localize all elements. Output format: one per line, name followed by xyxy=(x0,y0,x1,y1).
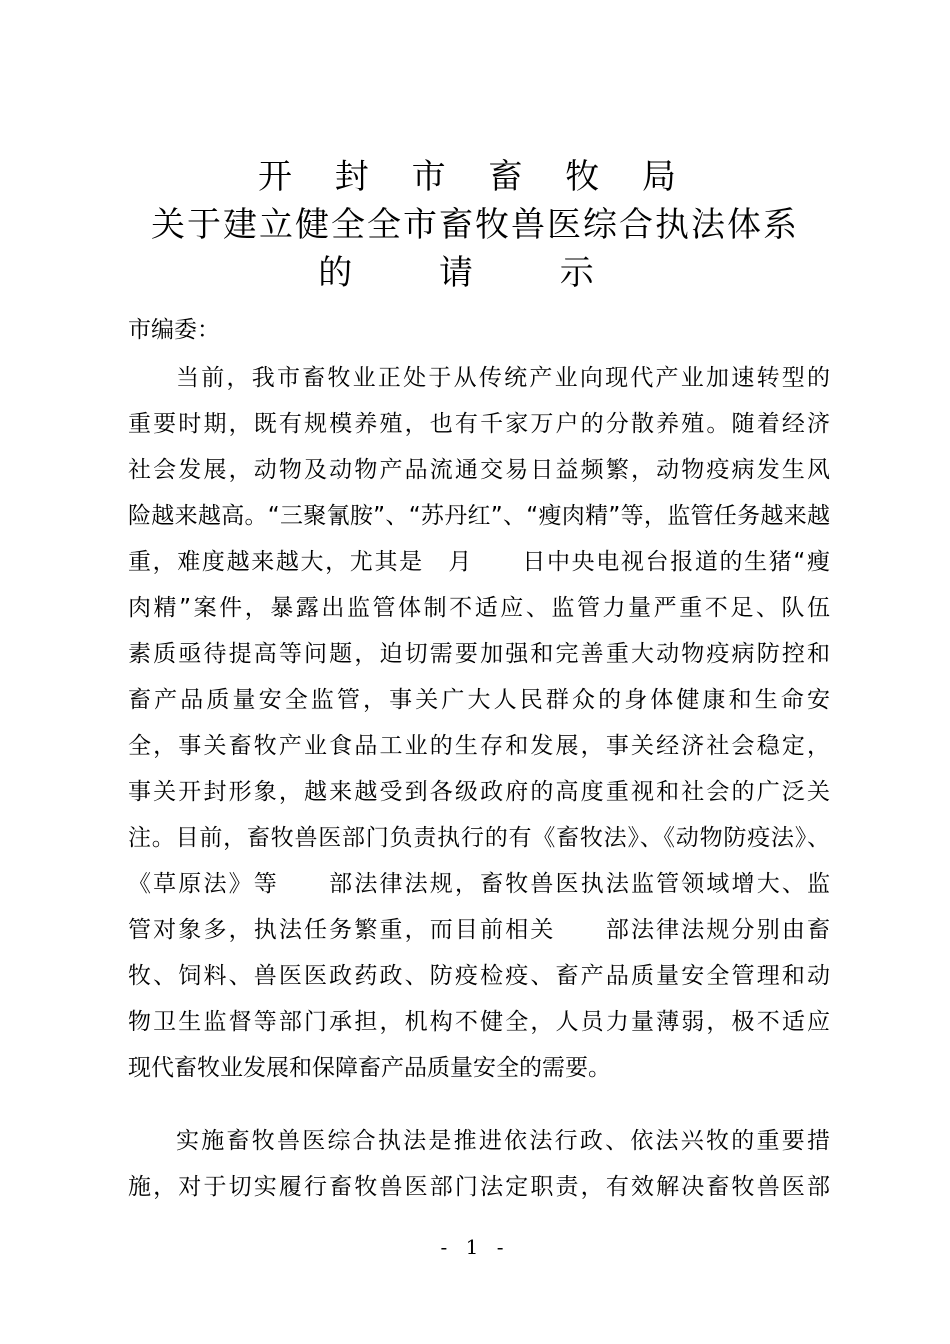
salutation: 市编委： xyxy=(128,317,220,343)
paragraph-line: 施，对于切实履行畜牧兽医部门法定职责，有效解决畜牧兽医部 xyxy=(128,1174,830,1200)
paragraph-line: 现代畜牧业发展和保障畜产品质量安全的需要。 xyxy=(128,1055,611,1081)
title-subject: 关于建立健全全市畜牧兽医综合执法体系 xyxy=(151,205,799,245)
page-number: - 1 - xyxy=(440,1235,510,1259)
paragraph-line: 当前，我市畜牧业正处于从传统产业向现代产业加速转型的 xyxy=(176,365,830,391)
paragraph-line: 《草原法》等 部法律法规，畜牧兽医执法监管领域增大、监 xyxy=(128,871,830,897)
paragraph-line: 实施畜牧兽医综合执法是推进依法行政、依法兴牧的重要措 xyxy=(176,1128,830,1154)
paragraph-line: 畜产品质量安全监管，事关广大人民群众的身体健康和生命安 xyxy=(128,687,830,713)
paragraph-line: 素质亟待提高等问题，迫切需要加强和完善重大动物疫病防控和 xyxy=(128,641,830,667)
title-issuer: 开 封 市 畜 牧 局 xyxy=(257,157,693,197)
paragraph-line: 重要时期，既有规模养殖，也有千家万户的分散养殖。随着经济 xyxy=(128,411,830,437)
paragraph-line: 事关开封形象，越来越受到各级政府的高度重视和社会的广泛关 xyxy=(128,779,830,805)
paragraph-line: 重，难度越来越大，尤其是 月 日中央电视台报道的生猪“瘦 xyxy=(128,549,830,575)
paragraph-line: 注。目前，畜牧兽医部门负责执行的有《畜牧法》、《动物防疫法》、 xyxy=(128,825,830,851)
paragraph-line: 牧、饲料、兽医医政药政、防疫检疫、畜产品质量安全管理和动 xyxy=(128,963,830,989)
paragraph-line: 险越来越高。“三聚氰胺”、“苏丹红”、“瘦肉精”等，监管任务越来越 xyxy=(128,503,830,529)
paragraph-line: 管对象多，执法任务繁重，而目前相关 部法律法规分别由畜 xyxy=(128,917,830,943)
paragraph-line: 社会发展，动物及动物产品流通交易日益频繁，动物疫病发生风 xyxy=(128,457,830,483)
title-doc-type: 的 请 示 xyxy=(318,253,632,293)
paragraph-line: 物卫生监督等部门承担，机构不健全，人员力量薄弱，极不适应 xyxy=(128,1009,830,1035)
paragraph-line: 肉精”案件，暴露出监管体制不适应、监管力量严重不足、队伍 xyxy=(128,595,830,621)
paragraph-line: 全，事关畜牧产业食品工业的生存和发展，事关经济社会稳定， xyxy=(128,733,830,759)
